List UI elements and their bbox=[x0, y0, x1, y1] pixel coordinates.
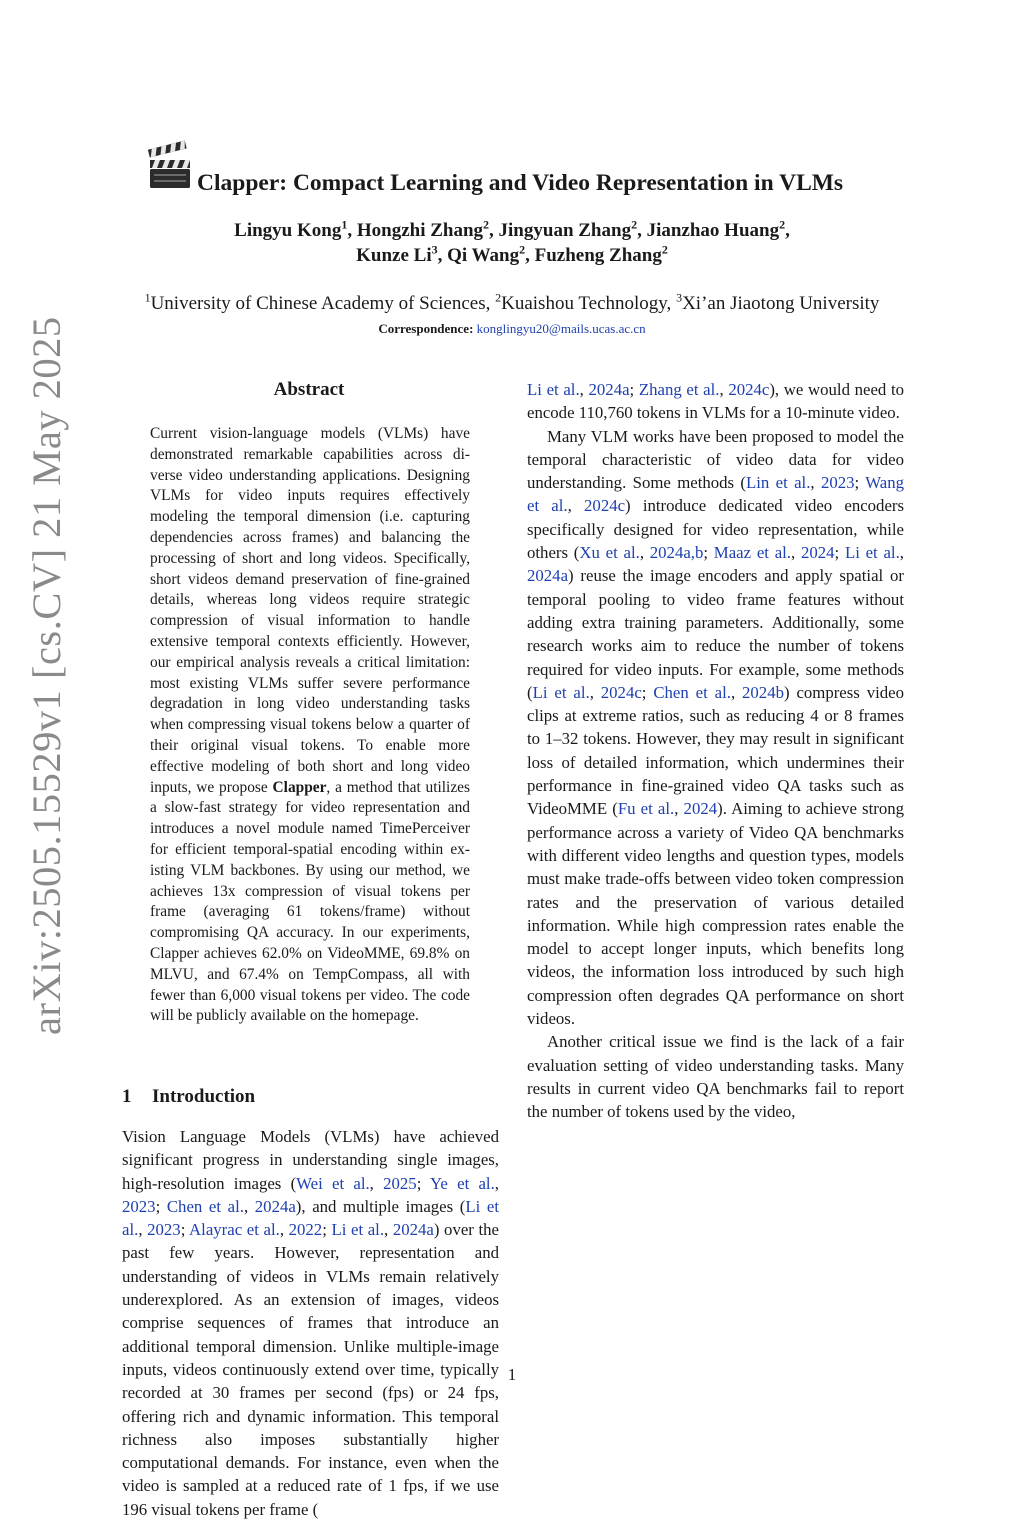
body-text: ), and multiple images ( bbox=[295, 1196, 466, 1216]
citation-link[interactable]: Zhang et al. bbox=[638, 380, 720, 399]
citation-link[interactable]: Maaz et al. bbox=[713, 543, 791, 563]
citation-link[interactable]: Xu et al. bbox=[579, 543, 640, 563]
author-name: Hongzhi Zhang bbox=[356, 220, 484, 241]
intro-right-column bbox=[527, 378, 904, 1124]
citation-link[interactable]: 2023 bbox=[820, 473, 855, 493]
correspondence-email-link[interactable]: konglingyu20@mails.ucas.ac.cn bbox=[476, 321, 646, 336]
citation-link[interactable]: 2024b bbox=[742, 682, 784, 702]
author-name: Fuzheng Zhang bbox=[534, 245, 662, 266]
author-affil-sup: 2 bbox=[631, 217, 638, 232]
citation-link[interactable]: Wang et al. bbox=[527, 473, 904, 516]
abstract-heading: Abstract bbox=[273, 379, 345, 400]
citation-link[interactable]: Li et al. bbox=[527, 380, 580, 399]
citation-link[interactable]: 2025 bbox=[383, 1173, 417, 1193]
citation-link[interactable]: 2024a bbox=[588, 380, 630, 399]
clapperboard-icon bbox=[146, 140, 194, 190]
body-text: ; bbox=[703, 543, 714, 563]
citation-link[interactable]: Li et al. bbox=[122, 1196, 500, 1240]
body-text: ; bbox=[155, 1196, 167, 1216]
citation-link[interactable]: 2024c bbox=[728, 380, 770, 399]
author-affil-sup: 2 bbox=[661, 242, 668, 257]
author-name: Qi Wang bbox=[447, 245, 520, 266]
body-text: , bbox=[494, 1173, 499, 1193]
author-list bbox=[0, 218, 1024, 268]
page-number: 1 bbox=[507, 1365, 517, 1384]
abstract-body bbox=[150, 424, 470, 1027]
author-name: Kunze Li bbox=[356, 245, 432, 266]
section-number: 1 bbox=[122, 1086, 132, 1107]
body-text: , bbox=[384, 1220, 393, 1240]
correspondence bbox=[0, 319, 1024, 339]
body-text: ), we would need to encode 110,760 tokens in VLMs for a 10-minute video. bbox=[527, 380, 905, 423]
author-name: Jianzhao Huang bbox=[646, 220, 780, 241]
method-name-bold: Clapper bbox=[272, 778, 327, 796]
affiliation-xjtu: Xi’an Jiaotong University bbox=[682, 293, 880, 314]
body-text: , bbox=[138, 1220, 148, 1240]
affil-sup: 1 bbox=[144, 290, 151, 305]
body-text: , bbox=[674, 799, 684, 819]
body-text: ; bbox=[854, 473, 866, 493]
body-text: , bbox=[791, 543, 801, 563]
abstract-text: , a method that utilizes a slow-fast strategy for video representation and introduces a novel module named TimePerceiver for efficient temporal-spatial encoding within existing VLM backbones. By using our method, we achieves 13x compression of visual tokens per frame (averaging 61 tokens/frame) without compromising QA accuracy. In our experiments, Clapper achieves 62.0% on VideoMME, 69.8% on MLVU, and 67.4% on TempCompass, all with fewer than 6,000 visual tokens per video. The code will be publicly available on the homepage. bbox=[150, 778, 470, 1025]
body-text: Vision Language Models (VLMs) have achieved significant progress in understanding single images, high-resolution images ( bbox=[122, 1127, 499, 1193]
citation-link[interactable]: 2024c bbox=[584, 496, 626, 516]
body-text: ) reuse the image encoders and apply spatial or temporal pooling to video frame features without adding extra training parameters. Additionally, some research works aim to reduce the number of tokens required for video inputs. For example, some methods ( bbox=[527, 566, 904, 702]
body-text: ; bbox=[180, 1220, 190, 1240]
author-affil-sup: 2 bbox=[779, 217, 786, 232]
affiliations bbox=[0, 291, 1024, 317]
affiliation-ucas: University of Chinese Academy of Sciences, bbox=[150, 293, 491, 314]
citation-link[interactable]: 2024a bbox=[254, 1196, 296, 1216]
intro-paragraph-1-continued bbox=[527, 378, 904, 425]
title-row bbox=[0, 138, 1024, 198]
citation-link[interactable]: Li et al. bbox=[532, 682, 590, 702]
body-text: ; bbox=[416, 1173, 430, 1193]
body-text: , bbox=[730, 682, 743, 702]
body-text: , bbox=[899, 543, 904, 563]
author-name: Jingyuan Zhang bbox=[498, 220, 632, 241]
intro-left-column bbox=[122, 1125, 499, 1521]
body-text: ; bbox=[629, 380, 639, 399]
body-text: ) compress video clips at extreme ratios, such as reducing 4 or 8 frames to 1–32 tokens. However, they may result in significant loss of detailed information, which undermines their performance in fine-grained video QA tasks such as VideoMME ( bbox=[527, 682, 904, 819]
citation-link[interactable]: 2024c bbox=[600, 682, 642, 702]
citation-link[interactable]: Chen et al. bbox=[653, 682, 731, 702]
author-line-2: Kunze Li$^3$, Qi Wang$^2$, Fuzheng Zhang$^2$ bbox=[356, 242, 668, 266]
body-text: , bbox=[567, 496, 585, 516]
arxiv-identifier-stamp: arXiv:2505.15529v1 [cs.CV] 21 May 2025 bbox=[24, 316, 69, 1035]
body-text: ). Aiming to achieve strong performance across a variety of Video QA benchmarks with different video lengths and question types, models must make trade-offs between video token compression rates and the preservation of various detailed information. While high compression rates enable the model to accept longer inputs, which benefits long videos, the information loss introduced by such high compression often degrades QA performance on short videos. bbox=[527, 799, 904, 1029]
body-text: ; bbox=[834, 543, 845, 563]
body-text: ; bbox=[641, 682, 654, 702]
citation-link[interactable]: 2024a bbox=[392, 1220, 434, 1240]
citation-link[interactable]: Chen et al. bbox=[166, 1196, 244, 1216]
paper-title: Clapper: Compact Learning and Video Representation in VLMs bbox=[197, 170, 844, 196]
intro-paragraph-3: Another critical issue we find is the lack of a fair evaluation setting of video understanding tasks. Many results in current video QA benchmarks fail to report the number of tokens used by the video, bbox=[527, 1032, 904, 1122]
citation-link[interactable]: Fu et al. bbox=[617, 799, 675, 819]
citation-link[interactable]: 2024 bbox=[800, 543, 835, 563]
correspondence-label: Correspondence: bbox=[378, 321, 474, 336]
body-text: , bbox=[719, 380, 729, 399]
citation-link[interactable]: Ye et al. bbox=[429, 1173, 495, 1193]
body-text: , bbox=[810, 473, 821, 493]
abstract-text: Current vision-language models (VLMs) have demonstrated remarkable capabilities across diverse video understanding applications. Designing VLMs for video inputs requires effectively modeling the temporal dimension (i.e. capturing dependencies across frames) and balancing the processing of short and long videos. Specifically, short videos demand preservation of fine-grained details, whereas long videos require strategic compression of visual information to handle extensive temporal contexts efficiently. However, our empirical analysis reveals a critical limitation: most existing VLMs suffer severe performance degradation in long video understanding tasks when compressing visual tokens below a quarter of their original visual tokens. To enable more effective modeling of both short and long video inputs, we propose bbox=[150, 425, 470, 796]
author-affil-sup: 2 bbox=[483, 217, 490, 232]
citation-link[interactable]: Lin et al. bbox=[746, 473, 811, 493]
author-name: Lingyu Kong bbox=[234, 220, 342, 241]
citation-link[interactable]: Alayrac et al. bbox=[189, 1220, 280, 1240]
author-line-1: Lingyu Kong$^1$, Hongzhi Zhang$^2$, Jingyuan Zhang$^2$, Jianzhao Huang$^2$, bbox=[234, 217, 790, 241]
citation-link[interactable]: 2023 bbox=[147, 1220, 181, 1240]
body-text: ; bbox=[322, 1220, 332, 1240]
citation-link[interactable]: Wei et al. bbox=[296, 1173, 370, 1193]
body-text: , bbox=[639, 543, 650, 563]
section-title: Introduction bbox=[152, 1086, 256, 1107]
citation-link[interactable]: 2024 bbox=[683, 799, 718, 819]
body-text: , bbox=[243, 1196, 255, 1216]
author-affil-sup: 3 bbox=[431, 242, 438, 257]
affil-sup: 3 bbox=[676, 290, 683, 305]
citation-link[interactable]: Li et al. bbox=[331, 1220, 385, 1240]
author-affil-sup: 2 bbox=[519, 242, 526, 257]
citation-link[interactable]: 2024a,b bbox=[649, 543, 704, 563]
section-heading-introduction bbox=[122, 1084, 255, 1110]
citation-link[interactable]: Li et al. bbox=[844, 543, 900, 563]
intro-paragraph-1 bbox=[122, 1125, 499, 1521]
author-affil-sup: 1 bbox=[341, 217, 348, 232]
body-text: ) introduce dedicated video encoders specifically designed for video representation, while others ( bbox=[527, 496, 905, 563]
body-text: , bbox=[279, 1220, 289, 1240]
affil-sup: 2 bbox=[495, 290, 502, 305]
citation-link[interactable]: 2022 bbox=[288, 1220, 323, 1240]
body-text: , bbox=[589, 682, 601, 702]
affiliation-kuaishou: Kuaishou Technology, bbox=[501, 293, 672, 314]
body-text: ) over the past few years. However, representation and understanding of videos in VLMs remain relatively underexplored. As an extension of images, videos comprise sequences of frames that introduce an additional temporal dimension. Unlike multiple-image inputs, videos continuously extend over time, typically recorded at 30 frames per second (fps) or 24 fps, offering rich and dynamic information. This temporal richness also imposes substantially higher computational demands. For instance, even when the video is sampled at a reduced rate of 1 fps, if we use 196 visual tokens per frame ( bbox=[122, 1220, 499, 1519]
intro-paragraph-2 bbox=[527, 425, 904, 1031]
body-text: , bbox=[579, 380, 589, 399]
body-text: Many VLM works have been proposed to model the temporal characteristic of video data for video understanding. Some methods ( bbox=[527, 426, 904, 493]
citation-link[interactable]: 2024a bbox=[527, 566, 569, 586]
body-text: , bbox=[369, 1173, 384, 1193]
citation-link[interactable]: 2023 bbox=[122, 1196, 156, 1216]
